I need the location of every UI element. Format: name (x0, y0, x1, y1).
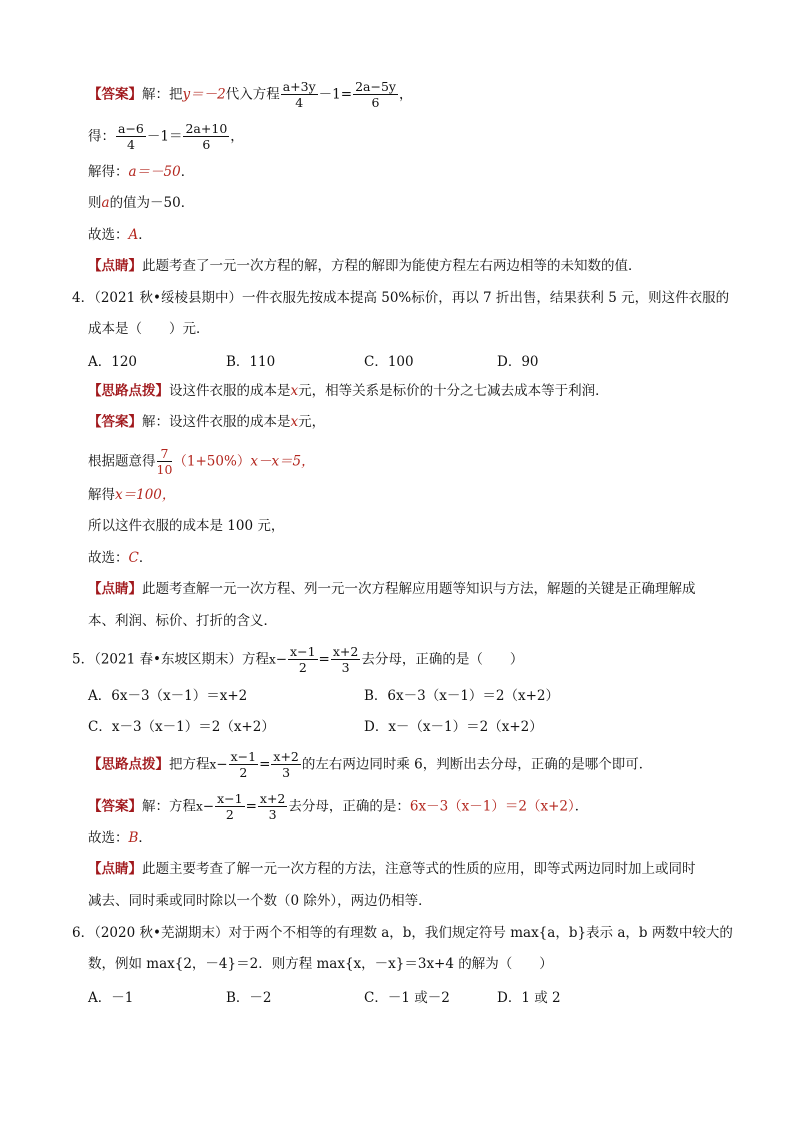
q5-option-d: D．x－（x－1）＝2（x+2） (364, 719, 543, 735)
q3-get-line: 得： $\frac{a-6}{4}$ －1＝ $\frac{2a+10}{6}$ ， (88, 121, 244, 152)
q3-then-line: 则a的值为－50． (88, 195, 195, 211)
fraction: $\frac{x+2}{3}$ (273, 749, 299, 780)
fraction: $\frac{2a+10}{6}$ (185, 121, 228, 152)
q3-comment-line: 【点睛】此题考查了一元一次方程的解，方程的解即为能使方程左右两边相等的未知数的值． (88, 258, 642, 274)
q4-choose-line: 故选：C． (88, 550, 153, 566)
q5-comment-cont: 减去、同时乘或同时除以一个数（0 除外），两边仍相等． (88, 893, 432, 909)
hint-tag: 【思路点拨】 (88, 756, 169, 773)
q6-option-c: C．－1 或－2 (364, 990, 450, 1006)
q4-hint-line: 【思路点拨】设这件衣服的成本是x元，相等关系是标价的十分之七减去成本等于利润． (88, 383, 609, 399)
comment-tag: 【点睛】 (88, 861, 142, 877)
fraction: $\frac{7}{10}$ (156, 446, 173, 477)
q3-answer-line: 【答案】解：把y＝－2代入方程 $\frac{a+3y}{4}$ －1= $\frac{2a-5y}{6}$ ， (88, 79, 413, 110)
answer-tag: 【答案】 (88, 86, 142, 103)
q4-option-c: C．100 (364, 354, 414, 370)
fraction: $\frac{x-1}{2}$ (230, 749, 257, 780)
answer-tag: 【答案】 (88, 798, 142, 815)
q4-stem-cont: 成本是（ ）元． (88, 321, 210, 337)
q4-option-d: D．90 (497, 354, 539, 370)
fraction: $\frac{a-6}{4}$ (118, 121, 144, 152)
q4-equation-line: 根据题意得 $\frac{7}{10}$ （1+50%）x－x＝5， (88, 446, 315, 477)
q6-option-b: B．－2 (226, 990, 272, 1006)
comment-tag: 【点睛】 (88, 581, 142, 597)
fraction: $\frac{x+2}{3}$ (259, 791, 286, 822)
fraction: $\frac{x+2}{3}$ (332, 644, 359, 675)
q5-choose-line: 故选：B． (88, 830, 152, 846)
q4-answer-line: 【答案】解：设这件衣服的成本是x元， (88, 414, 326, 430)
comment-tag: 【点睛】 (88, 258, 142, 274)
hint-tag: 【思路点拨】 (88, 383, 169, 399)
q4-option-a: A．120 (88, 354, 138, 370)
fraction: $\frac{x-1}{2}$ (217, 791, 243, 822)
q3-choose-line: 故选：A． (88, 227, 152, 243)
q4-so-line: 所以这件衣服的成本是 100 元， (88, 518, 285, 534)
fraction: $\frac{x-1}{2}$ (290, 644, 316, 675)
q5-option-a: A．6x－3（x－1）＝x+2 (88, 688, 248, 704)
q4-option-b: B．110 (226, 354, 276, 370)
fraction: $\frac{2a-5y}{6}$ (355, 79, 396, 110)
q5-answer-line: 【答案】解：方程x− $\frac{x-1}{2}$ = $\frac{x+2}{3}$ 去分母，正确的是：6x－3（x－1）＝2（x+2）． (88, 791, 589, 822)
answer-tag: 【答案】 (88, 414, 142, 430)
fraction: $\frac{a+3y}{4}$ (282, 79, 316, 110)
q5-stem: 5．（2021 春•东坡区期末）方程x− $\frac{x-1}{2}$ = $\frac{x+2}{3}$ 去分母，正确的是（ ） (72, 644, 524, 675)
q6-stem-cont: 数，例如 max{2，－4}＝2．则方程 max{x，－x}＝3x+4 的解为（ ） (88, 956, 553, 972)
q5-hint-line: 【思路点拨】把方程x− $\frac{x-1}{2}$ = $\frac{x+2}{3}$ 的左右两边同时乘 6，判断出去分母，正确的是哪个即可． (88, 749, 653, 780)
q3-solve-line: 解得：a＝－50． (88, 164, 195, 180)
q5-option-b: B．6x－3（x－1）＝2（x+2） (364, 688, 560, 704)
q6-option-a: A．－1 (88, 990, 134, 1006)
q4-solve-line: 解得x＝100， (88, 487, 176, 503)
q4-stem: 4．（2021 秋•绥棱县期中）一件衣服先按成本提高 50%标价，再以 7 折出售，结果获利 5 元，则这件衣服的 (72, 290, 730, 306)
q4-comment-cont: 本、利润、标价、打折的含义． (88, 613, 277, 629)
q4-comment-line: 【点睛】此题考查解一元一次方程、列一元一次方程解应用题等知识与方法，解题的关键是正确理解成 (88, 581, 696, 597)
q5-option-c: C．x－3（x－1）＝2（x+2） (88, 719, 275, 735)
q6-option-d: D．1 或 2 (497, 990, 561, 1006)
q5-comment-line: 【点睛】此题主要考查了解一元一次方程的方法，注意等式的性质的应用，即等式两边同时加上或同时 (88, 861, 696, 877)
q6-stem: 6．（2020 秋•芜湖期末）对于两个不相等的有理数 a，b，我们规定符号 max{a，b}表示 a，b 两数中较大的 (72, 925, 733, 941)
